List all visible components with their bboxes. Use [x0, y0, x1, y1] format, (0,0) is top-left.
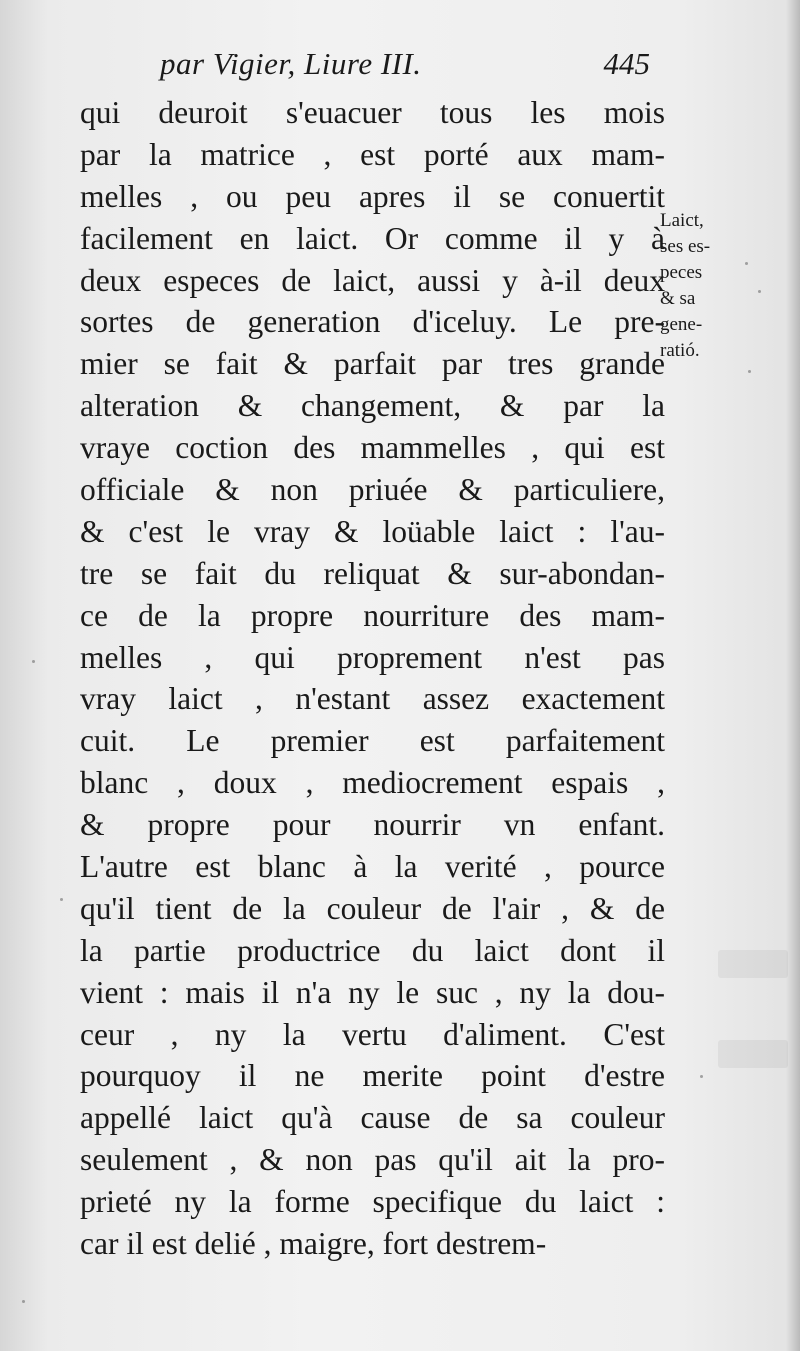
- text-line: deux especes de laict, aussi y à-il deux: [80, 262, 665, 298]
- margin-note-line: ratió.: [660, 340, 700, 361]
- ink-speck: [32, 660, 35, 663]
- text-line: la partie productrice du laict dont il: [80, 932, 665, 968]
- ink-speck: [758, 290, 761, 293]
- text-line: melles , qui proprement n'est pas: [80, 639, 665, 675]
- ink-speck: [748, 370, 751, 373]
- text-line: blanc , doux , mediocrement espais ,: [80, 765, 665, 801]
- margin-note-line: & sa: [660, 288, 696, 309]
- text-line: alteration & changement, & par la: [80, 388, 665, 424]
- text-line: vraye coction des mammelles , qui est: [80, 430, 665, 466]
- text-line: qu'il tient de la couleur de l'air , & de: [80, 890, 665, 926]
- bleed-through-mark: [718, 1040, 788, 1068]
- text-line: melles , ou peu apres il se conuertit: [80, 178, 665, 214]
- text-line: sortes de generation d'iceluy. Le pre-: [80, 304, 665, 340]
- page-edge-shadow: [786, 0, 800, 1351]
- text-line: car il est delié , maigre, fort destrem-: [80, 1226, 547, 1262]
- ink-speck: [745, 262, 748, 265]
- text-line: par la matrice , est porté aux mam-: [80, 136, 665, 172]
- text-line: vient : mais il n'a ny le suc , ny la dou-: [80, 974, 665, 1010]
- text-line: ce de la propre nourriture des mam-: [80, 597, 665, 633]
- text-line: & c'est le vray & loüable laict : l'au-: [80, 513, 665, 549]
- page-number: 445: [603, 46, 650, 81]
- text-line: seulement , & non pas qu'il ait la pro-: [80, 1142, 665, 1178]
- text-line: prieté ny la forme specifique du laict :: [80, 1184, 665, 1220]
- bleed-through-mark: [718, 950, 788, 978]
- running-head: [160, 46, 650, 90]
- text-line: & propre pour nourrir vn enfant.: [80, 807, 665, 843]
- ink-speck: [22, 1300, 25, 1303]
- margin-note-line: peces: [660, 262, 703, 283]
- text-line: appellé laict qu'à cause de sa couleur: [80, 1100, 665, 1136]
- text-line: qui deuroit s'euacuer tous les mois: [80, 95, 665, 130]
- text-line: facilement en laict. Or comme il y à: [80, 220, 665, 256]
- text-line: ceur , ny la vertu d'aliment. C'est: [80, 1016, 665, 1052]
- text-line: cuit. Le premier est parfaitement: [80, 723, 665, 759]
- ink-speck: [60, 898, 63, 901]
- margin-note: [660, 208, 770, 364]
- ink-speck: [700, 1075, 703, 1078]
- text-line: mier se fait & parfait par tres grande: [80, 346, 665, 382]
- text-line: officiale & non priuée & particuliere,: [80, 472, 665, 508]
- body-text: [80, 92, 665, 1265]
- text-line: L'autre est blanc à la verité , pource: [80, 849, 665, 885]
- running-head-title: par Vigier, Liure III.: [160, 46, 422, 81]
- margin-note-line: gene-: [660, 314, 703, 335]
- text-line: vray laict , n'estant assez exactement: [80, 681, 665, 717]
- text-line: tre se fait du reliquat & sur-abondan-: [80, 555, 665, 591]
- margin-note-line: ses es-: [660, 236, 711, 257]
- margin-note-line: Laict,: [660, 210, 704, 231]
- text-line: pourquoy il ne merite point d'estre: [80, 1058, 665, 1094]
